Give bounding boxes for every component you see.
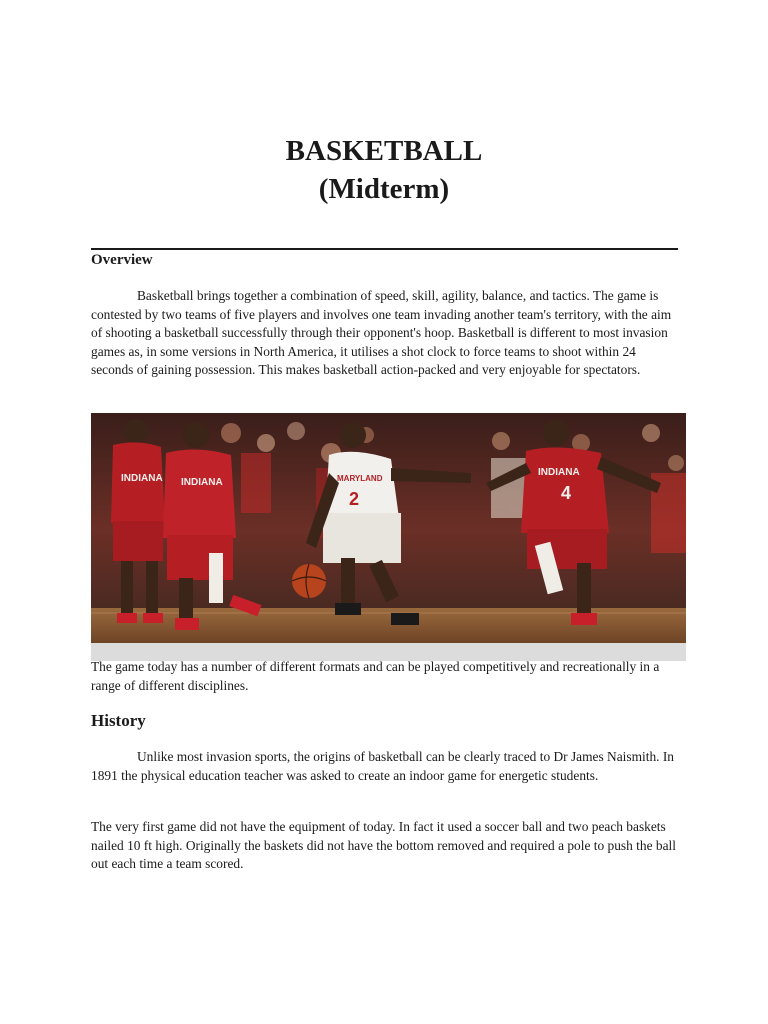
formats-paragraph: The game today has a number of different formats and can be played competitively and recreationally in a range of different disciplines. xyxy=(91,659,660,693)
jersey-left-text: INDIANA xyxy=(121,473,163,484)
document-title xyxy=(0,132,768,208)
title-subtitle: (Midterm) xyxy=(318,173,450,205)
overview-heading: Overview xyxy=(91,252,153,268)
horizontal-rule xyxy=(91,248,678,250)
history-paragraph-1: Unlike most invasion sports, the origins of basketball can be clearly traced to Dr James Naismith. In 1891 the physical education teacher was asked to create an indoor game for energetic students. xyxy=(91,749,674,783)
basketball-photo xyxy=(91,413,686,643)
photo-frame xyxy=(91,413,686,661)
jersey-center-text: MARYLAND xyxy=(337,474,383,483)
basketball xyxy=(292,564,326,598)
jersey-right-text: INDIANA xyxy=(538,467,580,478)
title-main: BASKETBALL xyxy=(285,135,483,167)
history-heading: History xyxy=(91,711,146,730)
overview-paragraph: Basketball brings together a combination of speed, skill, agility, balance, and tactics. The game is contested by two teams of five players and involves one team invading another team's territory, with the aim of shooting a basketball successfully through their opponent's hoop. Basketball is different to most invasion games as, in some versions in North America, it utilises a shot clock to force teams to shoot within 24 seconds of gaining possession. This makes basketball action-packed and very enjoyable for spectators. xyxy=(91,288,672,378)
jersey-center-number: 2 xyxy=(349,489,360,509)
svg-text:INDIANA: INDIANA xyxy=(181,477,223,488)
basketball-photo-svg xyxy=(91,413,686,643)
jersey-right-number: 4 xyxy=(561,483,572,503)
history-paragraph-2: The very first game did not have the equipment of today. In fact it used a soccer ball and two peach baskets nailed 10 ft high. Originally the baskets did not have the bottom removed and required a pole to push the ball out each time a team scored. xyxy=(91,819,676,872)
